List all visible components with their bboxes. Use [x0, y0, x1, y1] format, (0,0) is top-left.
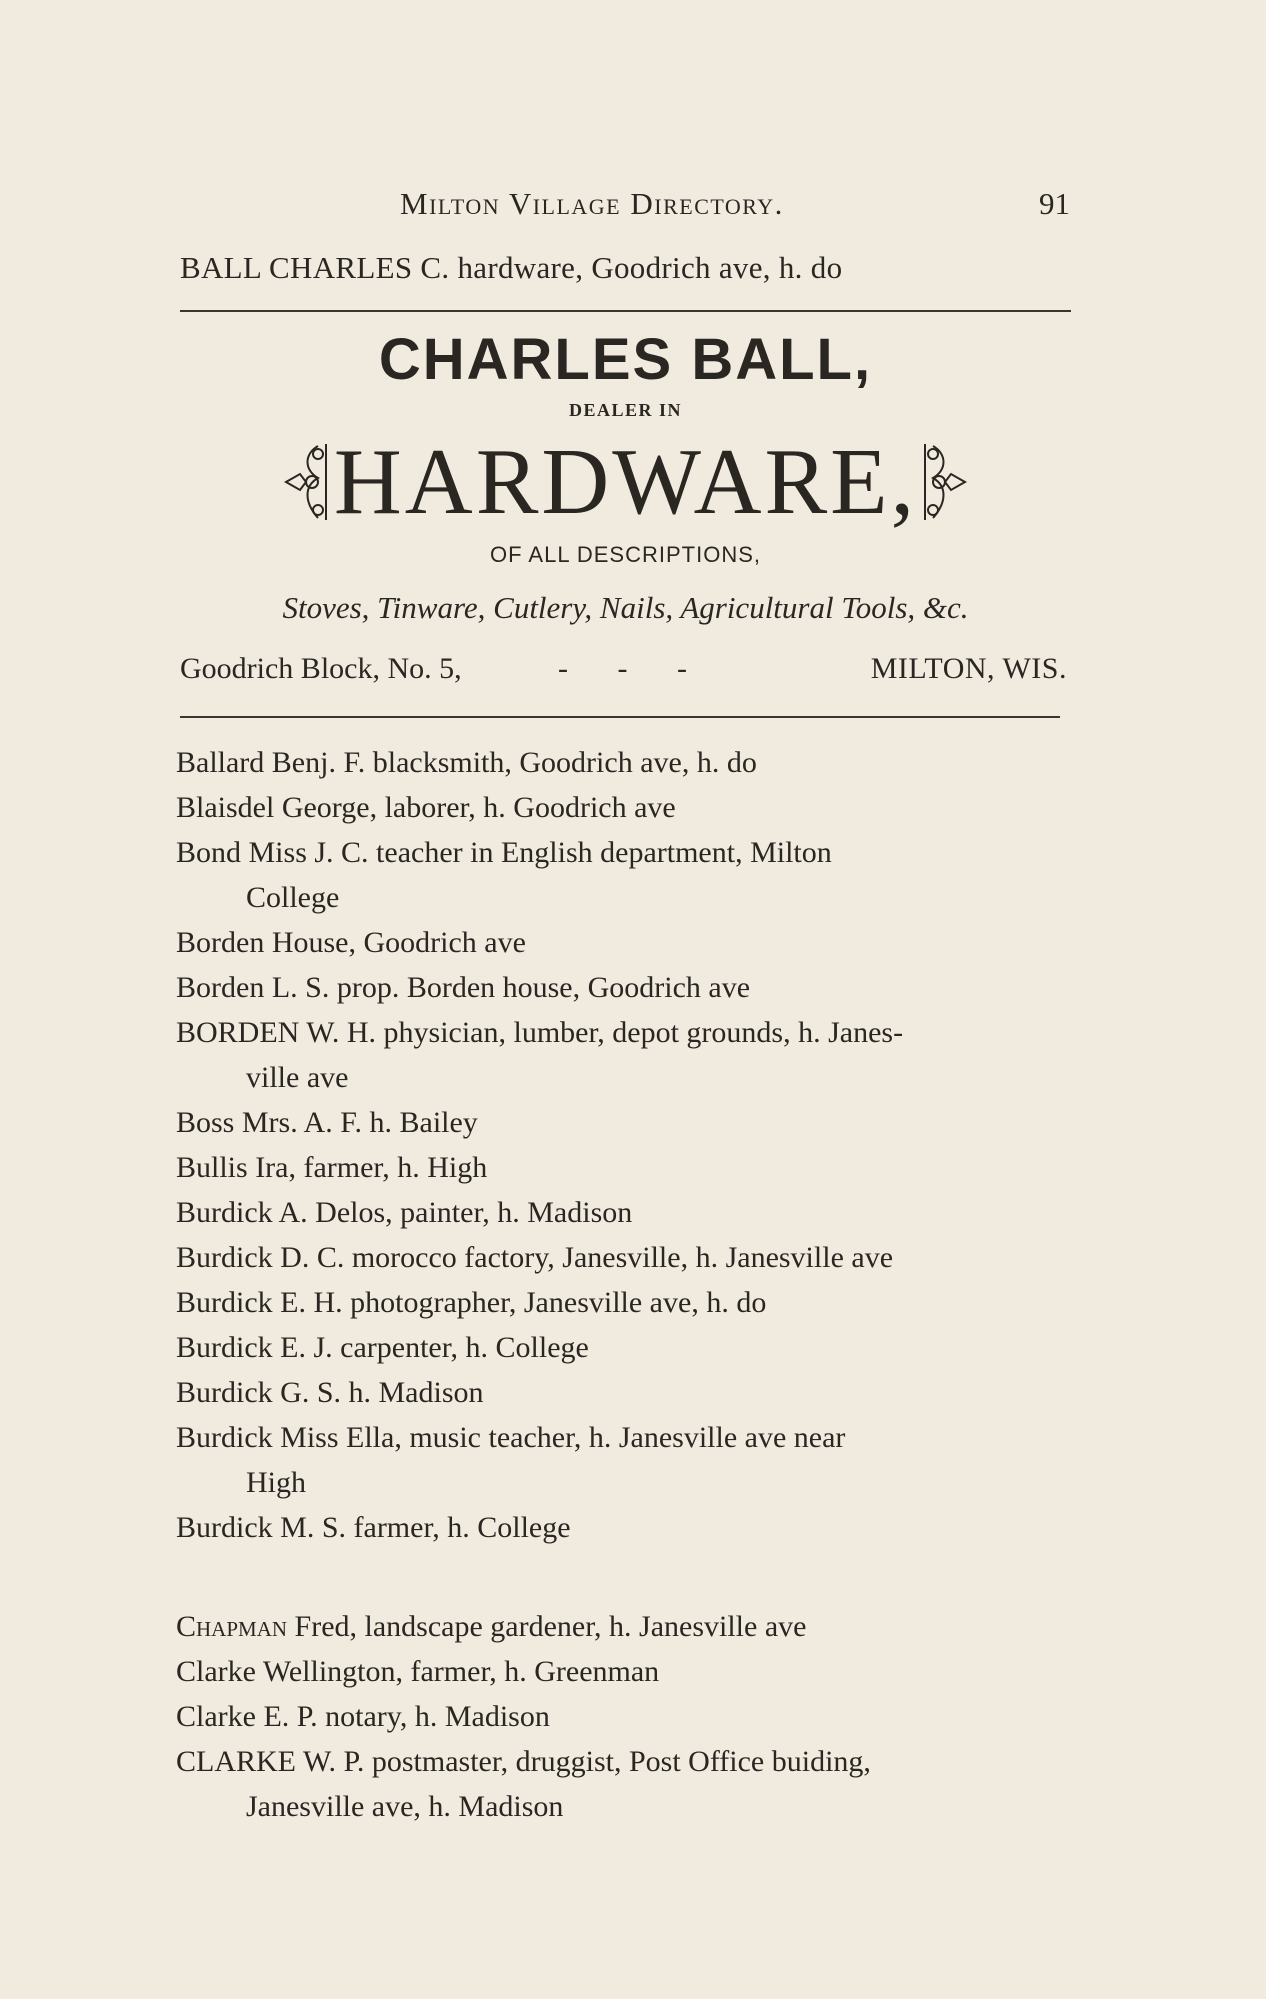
ad-scope-line: OF ALL DESCRIPTIONS,	[489, 542, 762, 567]
list-item: Burdick D. C. morocco factory, Janesville, h. Janesville ave	[176, 1241, 894, 1274]
list-item: Chapman Fred, landscape gardener, h. Janesville ave	[176, 1610, 807, 1643]
entries-list-b	[176, 740, 1076, 1550]
list-item: Bullis Ira, farmer, h. High	[176, 1151, 488, 1184]
list-item: Clarke E. P. notary, h. Madison	[176, 1700, 550, 1733]
list-item: Blaisdel George, laborer, h. Goodrich ave	[176, 791, 676, 824]
list-item: Burdick E. H. photographer, Janesville ave, h. do	[176, 1286, 767, 1319]
entries-list-c	[176, 1604, 1076, 1829]
list-item: Burdick A. Delos, painter, h. Madison	[176, 1196, 633, 1229]
ad-business-name: CHARLES BALL,	[378, 327, 873, 392]
ornament-right-icon	[917, 440, 969, 524]
ad-city: MILTON, WIS.	[870, 652, 1067, 685]
ornament-left-icon	[282, 440, 334, 524]
list-item: Clarke Wellington, farmer, h. Greenman	[176, 1655, 660, 1688]
list-item: Ballard Benj. F. blacksmith, Goodrich ave, h. do	[176, 746, 757, 779]
ad-dealer-line: DEALER IN	[568, 400, 683, 420]
divider-rule	[180, 310, 1071, 312]
list-item: BORDEN W. H. physician, lumber, depot grounds, h. Janes- ville ave	[176, 1016, 904, 1094]
list-item: CLARKE W. P. postmaster, druggist, Post Office buiding, Janesville ave, h. Madison	[176, 1745, 871, 1823]
list-item: Burdick Miss Ella, music teacher, h. Janesville ave near High	[176, 1421, 846, 1499]
ad-leader-dashes: - - -	[558, 652, 687, 685]
list-item: Borden L. S. prop. Borden house, Goodrich ave	[176, 971, 751, 1004]
running-head	[180, 186, 1070, 236]
list-item: Boss Mrs. A. F. h. Bailey	[176, 1106, 478, 1139]
page-number: 91	[1039, 186, 1070, 221]
ad-product-lines: Stoves, Tinware, Cutlery, Nails, Agricultural Tools, &c.	[282, 590, 969, 625]
ad-goods-row	[180, 432, 1071, 532]
list-item: Bond Miss J. C. teacher in English department, Milton College	[176, 836, 832, 914]
list-item: Borden House, Goodrich ave	[176, 926, 526, 959]
list-item: Burdick M. S. farmer, h. College	[176, 1511, 571, 1544]
running-title: Milton Village Directory.	[400, 186, 784, 221]
divider-rule	[180, 716, 1060, 718]
ad-goods-title: HARDWARE,	[333, 430, 918, 534]
advertisement	[180, 316, 1071, 716]
ad-address: Goodrich Block, No. 5,	[180, 652, 462, 685]
list-item: Burdick G. S. h. Madison	[176, 1376, 484, 1409]
directory-entry: BALL CHARLES C. hardware, Goodrich ave, h. do	[180, 250, 843, 285]
list-item: Burdick E. J. carpenter, h. College	[176, 1331, 589, 1364]
